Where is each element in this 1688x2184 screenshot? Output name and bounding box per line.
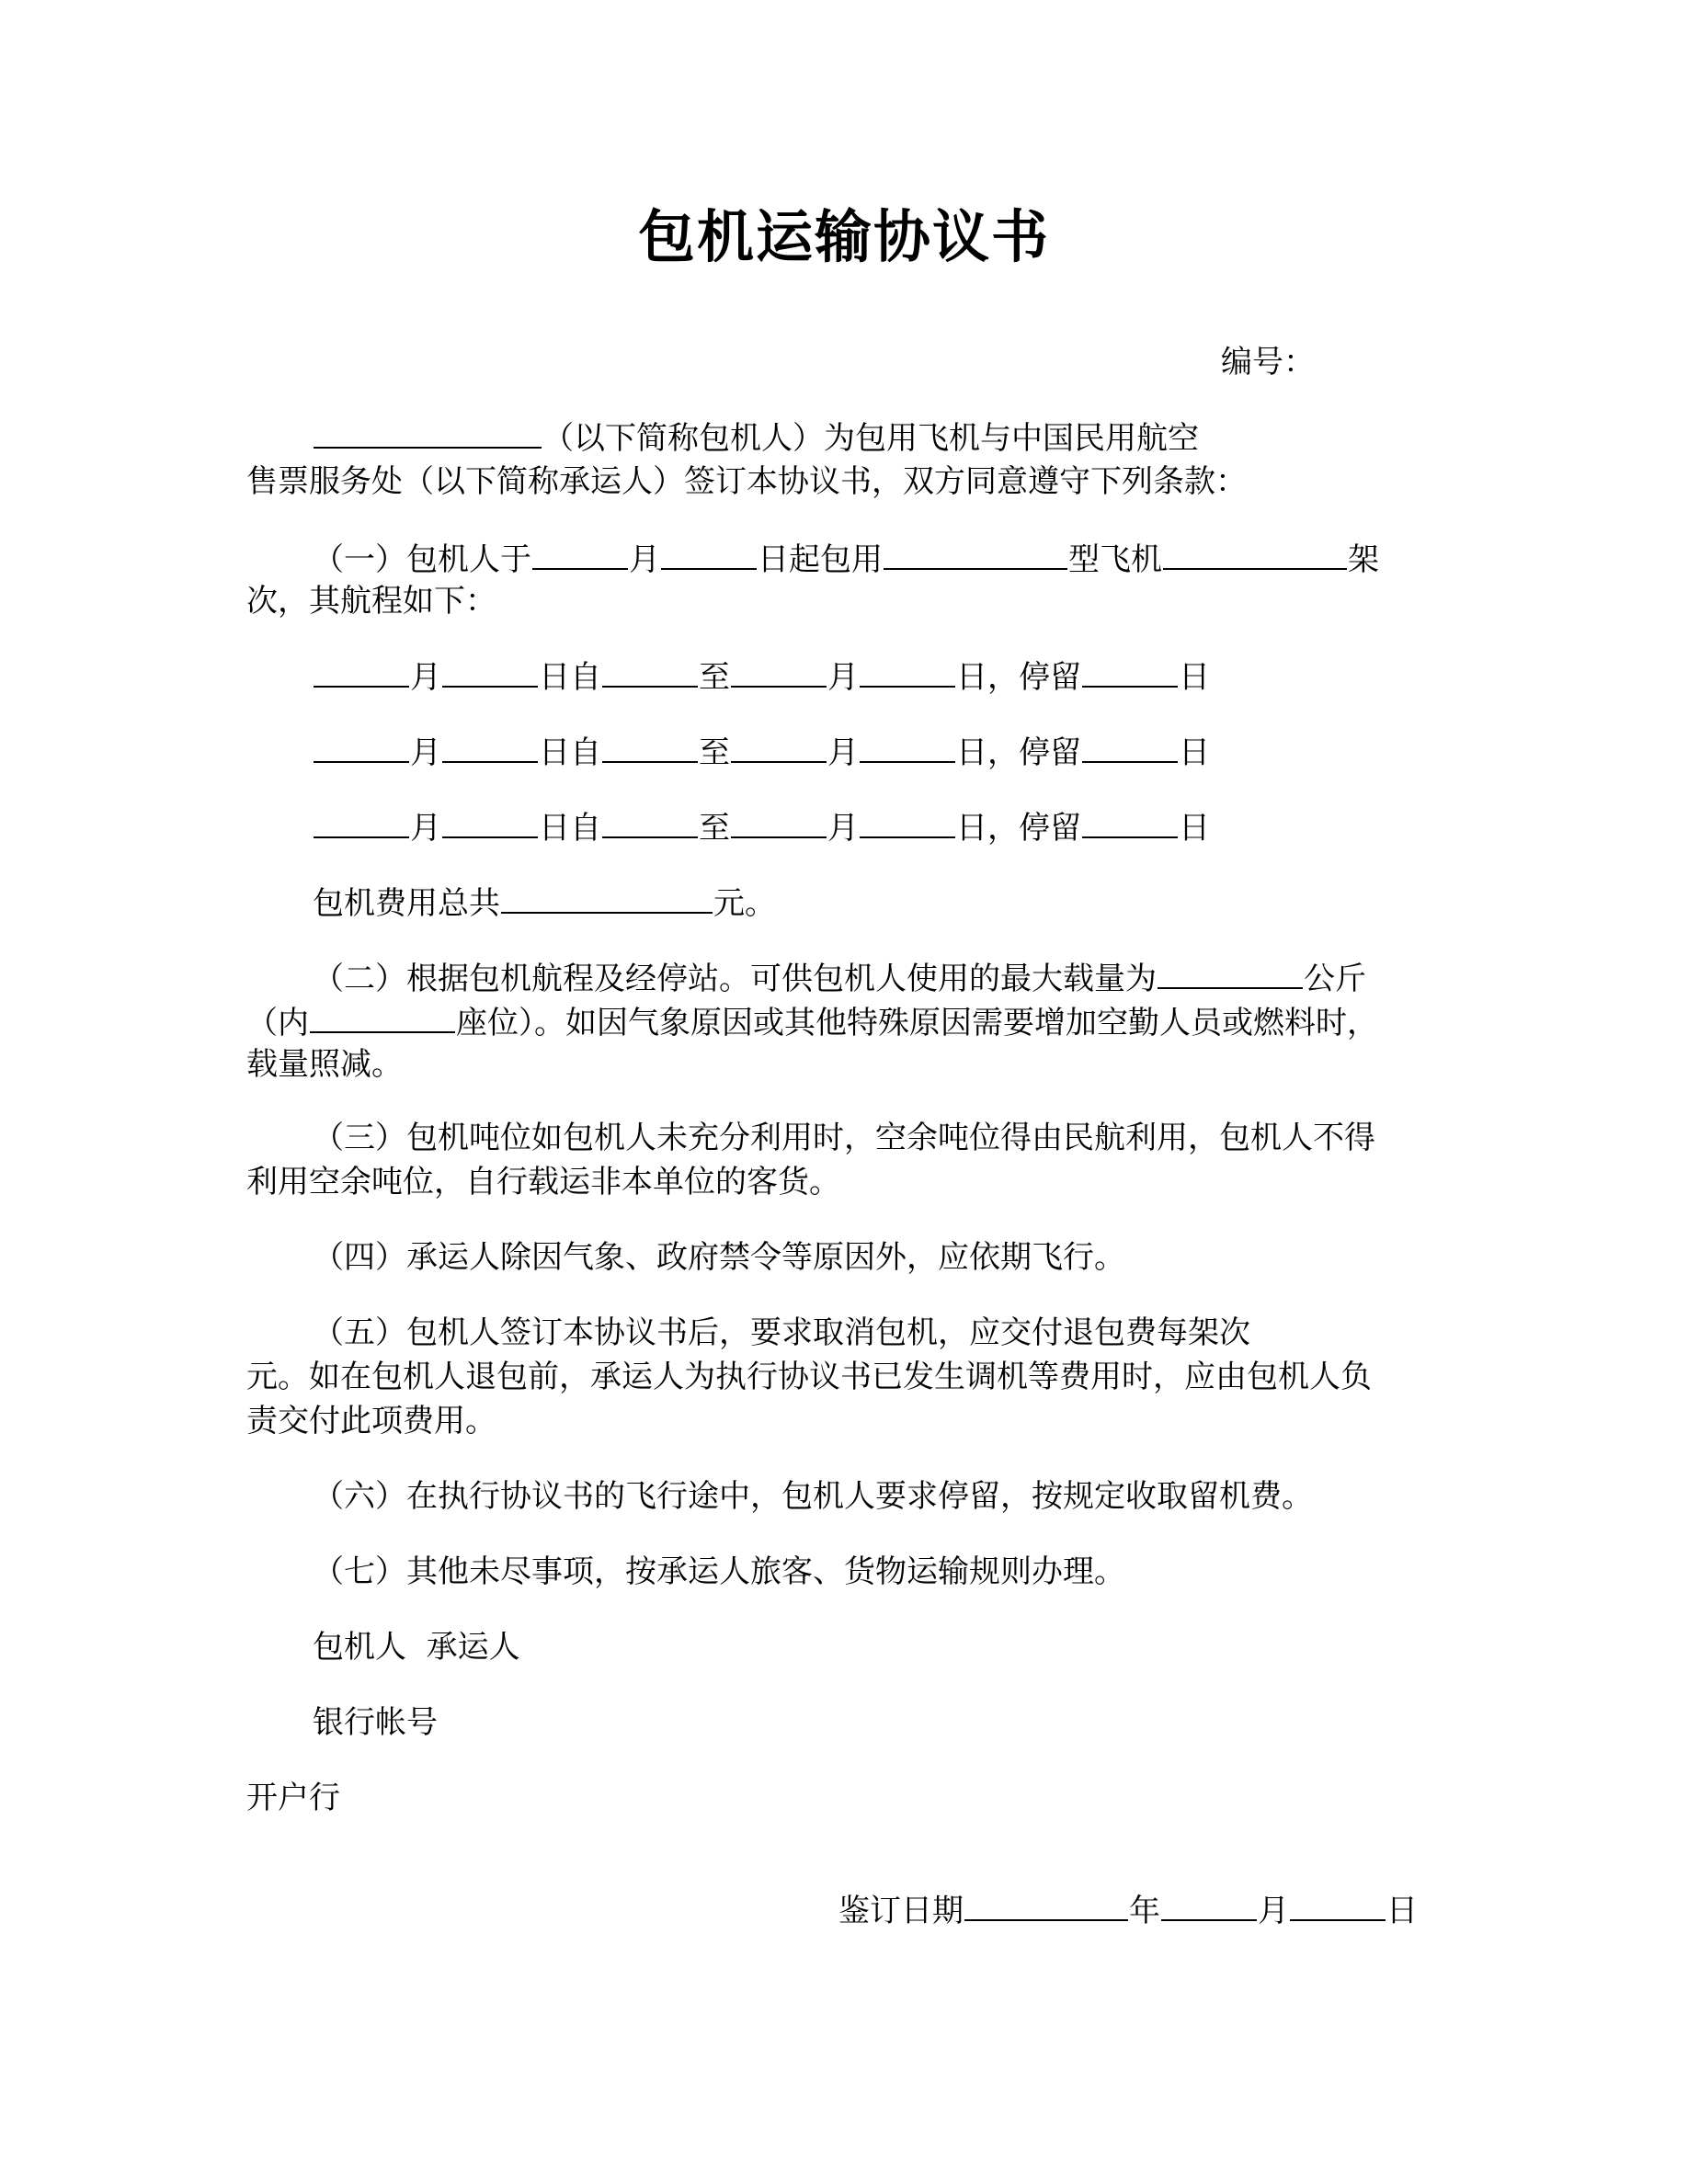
clause-5-line-3: 责交付此项费用。 — [246, 1403, 496, 1439]
day-start-label: 日起包用 — [758, 541, 883, 578]
seats-blank[interactable] — [310, 1000, 455, 1033]
clause-5-line-1: （五）包机人签订本协议书后，要求取消包机，应交付退包费每架次 — [313, 1314, 1250, 1351]
currency-label: 元。 — [713, 885, 776, 922]
to-label: 至 — [699, 734, 730, 771]
to-label: 至 — [699, 659, 730, 696]
signing-month-blank[interactable] — [1161, 1888, 1257, 1921]
stay-days-blank[interactable] — [1082, 654, 1178, 688]
signature-parties: 包机人 承运人 — [313, 1629, 520, 1666]
days-label: 日 — [1179, 810, 1210, 847]
depart-day-blank[interactable] — [442, 730, 538, 763]
total-fee-line — [313, 881, 776, 924]
frames-blank[interactable] — [1163, 537, 1347, 570]
days-label: 日 — [1179, 734, 1210, 771]
month-label: 月 — [827, 659, 859, 696]
month-label: 月 — [410, 734, 441, 771]
start-day-blank[interactable] — [661, 537, 757, 570]
signing-year-blank[interactable] — [964, 1888, 1128, 1921]
clause-2-line-2 — [246, 1000, 1378, 1043]
depart-month-blank[interactable] — [314, 805, 409, 838]
to-label: 至 — [699, 810, 730, 847]
itinerary-row — [313, 805, 1210, 848]
clause-5-line-2: 元。如在包机人退包前，承运人为执行协议书已发生调机等费用时，应由包机人负 — [246, 1359, 1372, 1395]
month-label: 月 — [410, 659, 441, 696]
itinerary-row — [313, 654, 1210, 698]
depart-month-blank[interactable] — [314, 730, 409, 763]
from-label: 日自 — [539, 734, 601, 771]
month-label: 月 — [827, 810, 859, 847]
origin-blank[interactable] — [602, 805, 698, 838]
depart-month-blank[interactable] — [314, 654, 409, 688]
clause-2-text: （二）根据包机航程及经停站。可供包机人使用的最大载量为 — [313, 961, 1157, 997]
intro-line-1 — [313, 415, 1199, 459]
frames-label: 架 — [1348, 541, 1379, 578]
clause-3-line-1: （三）包机吨位如包机人未充分利用时，空余吨位得由民航利用，包机人不得 — [313, 1120, 1375, 1156]
month-label: 月 — [827, 734, 859, 771]
serial-number-label: 编号： — [1221, 344, 1315, 381]
aircraft-type-blank[interactable] — [884, 537, 1067, 570]
arrive-day-blank[interactable] — [860, 654, 955, 688]
signing-day-blank[interactable] — [1290, 1888, 1386, 1921]
clause-1-line-1 — [313, 537, 1379, 580]
total-fee-label: 包机费用总共 — [313, 885, 500, 922]
stay-label: 日，停留 — [956, 659, 1081, 696]
month-label: 月 — [629, 541, 660, 578]
bank-account-label: 银行帐号 — [313, 1704, 438, 1741]
origin-blank[interactable] — [602, 654, 698, 688]
signing-date-label: 鉴订日期 — [838, 1893, 964, 1929]
day-label: 日 — [1386, 1893, 1418, 1929]
month-label: 月 — [410, 810, 441, 847]
year-label: 年 — [1129, 1893, 1160, 1929]
intro-line-2: 售票服务处（以下简称承运人）签订本协议书，双方同意遵守下列条款： — [246, 463, 1247, 500]
days-label: 日 — [1179, 659, 1210, 696]
intro-text-1: （以下简称包机人）为包用飞机与中国民用航空 — [542, 420, 1199, 457]
from-label: 日自 — [539, 810, 601, 847]
arrive-day-blank[interactable] — [860, 730, 955, 763]
clause-1-line-2: 次，其航程如下： — [246, 583, 496, 620]
itinerary-row — [313, 730, 1210, 773]
clause-2-text: 座位）。如因气象原因或其他特殊原因需要增加空勤人员或燃料时， — [456, 1005, 1378, 1041]
stay-days-blank[interactable] — [1082, 730, 1178, 763]
kg-label: 公斤 — [1304, 961, 1366, 997]
clause-6-line-1: （六）在执行协议书的飞行途中，包机人要求停留，按规定收取留机费。 — [313, 1478, 1313, 1515]
clause-2-line-3: 载量照减。 — [246, 1046, 403, 1083]
bank-label: 开户行 — [246, 1780, 340, 1816]
clause-2-text: （内 — [246, 1005, 309, 1041]
clause-3-line-2: 利用空余吨位，自行载运非本单位的客货。 — [246, 1164, 840, 1200]
arrive-month-blank[interactable] — [731, 654, 827, 688]
depart-day-blank[interactable] — [442, 654, 538, 688]
clause-1-prefix: （一）包机人于 — [313, 541, 531, 578]
stay-days-blank[interactable] — [1082, 805, 1178, 838]
signing-date-line — [838, 1888, 1418, 1931]
clause-7-line-1: （七）其他未尽事项，按承运人旅客、货物运输规则办理。 — [313, 1553, 1125, 1590]
aircraft-type-label: 型飞机 — [1068, 541, 1162, 578]
clause-4-line-1: （四）承运人除因气象、政府禁令等原因外，应依期飞行。 — [313, 1239, 1125, 1276]
stay-label: 日，停留 — [956, 734, 1081, 771]
arrive-month-blank[interactable] — [731, 730, 827, 763]
max-load-blank[interactable] — [1158, 956, 1303, 989]
document-title: 包机运输协议书 — [637, 203, 1050, 270]
charterer-name-blank[interactable] — [314, 415, 542, 449]
arrive-day-blank[interactable] — [860, 805, 955, 838]
month-label: 月 — [1258, 1893, 1289, 1929]
origin-blank[interactable] — [602, 730, 698, 763]
stay-label: 日，停留 — [956, 810, 1081, 847]
from-label: 日自 — [539, 659, 601, 696]
arrive-month-blank[interactable] — [731, 805, 827, 838]
total-fee-blank[interactable] — [501, 881, 713, 914]
clause-2-line-1 — [313, 956, 1366, 999]
depart-day-blank[interactable] — [442, 805, 538, 838]
start-month-blank[interactable] — [532, 537, 628, 570]
